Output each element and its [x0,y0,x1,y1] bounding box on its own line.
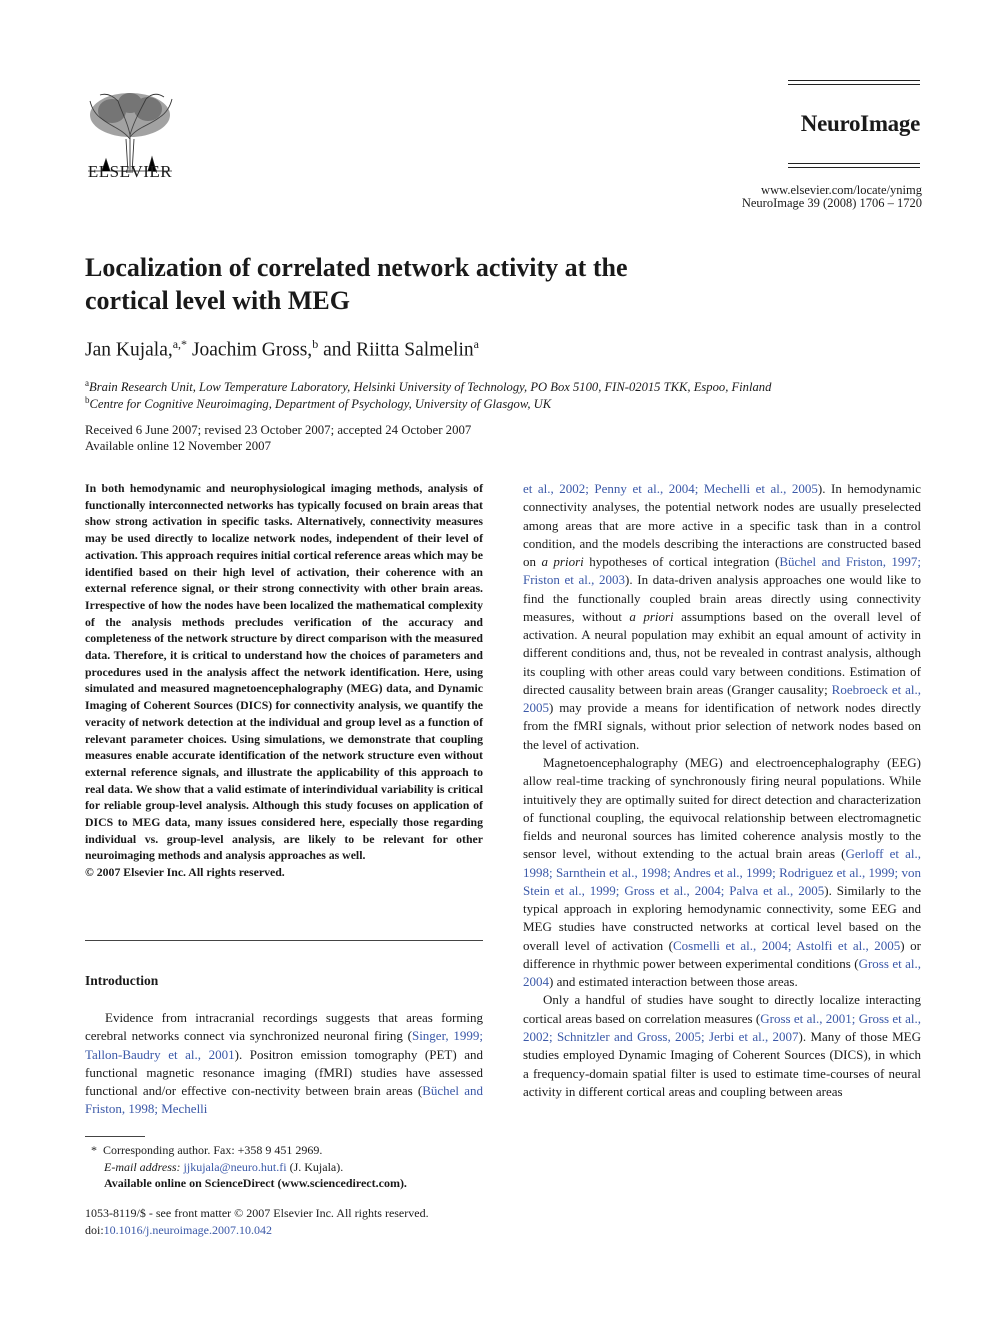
text-run: hypotheses of cortical integration ( [583,554,780,570]
affiliation-text: Brain Research Unit, Low Temperature Laboratory, Helsinki University of Technology, PO Box 5100, FIN-02015 TKK, Espoo, Finland [89,380,772,395]
abstract-divider [85,940,483,941]
author-sup: a [473,337,479,351]
citation-link[interactable]: et al., 2002; Penny et al., 2004; Mechelli et al., 2005 [523,481,818,496]
citation-link[interactable]: Roebroeck et al., 2005 [523,681,921,716]
abstract [85,480,483,881]
citation-link[interactable]: Büchel and Friston, 1997; Friston et al., 2003 [523,554,922,588]
citation-link[interactable]: Singer, 1999; Tallon-Baudry et al., 2001 [85,1028,483,1062]
footnote-text: Corresponding author. Fax: +358 9 451 2969. [103,1143,323,1157]
body-paragraph-3 [523,991,921,1101]
available-online-date: Available online 12 November 2007 [85,439,271,453]
affiliation-text: Centre for Cognitive Neuroimaging, Department of Psychology, University of Glasgow, UK [89,397,552,412]
body-paragraph-1 [523,480,921,754]
title-line-1: Localization of correlated network activity at the [85,253,628,282]
text-run: assumptions based on the overall level of activation. A neural population may exhibit an equal amount of activity in different conditions and, thus, not be revealed in contrast analysis, although its coupling with other areas could vary between conditions. Estimation of directed causality between brain areas (Granger causality; [523,608,922,697]
text-run: ). Positron emission tomography (PET) and functional magnetic resonance imaging (fMRI) studies have assessed functional and/or effective con-nectivity between brain areas ( [85,1046,484,1099]
text-run: ). In hemodynamic connectivity analyses, the potential network nodes are usually preselected among areas that are more active in a specific task than in a control condition, and the models describing the interactions are constructed based on [523,481,921,570]
text-run: ). In data-driven analysis approaches one would like to find the functionally coupled brain areas directly using connectivity measures, without [523,572,922,624]
email-label: E-mail address: [104,1159,181,1174]
header-rule-bottom [788,163,920,164]
author-sup: b [312,337,319,351]
text-run: a priori [541,554,584,570]
text-run: Evidence from intracranial recordings suggests that areas forming cerebral networks connect via synchronized neuronal firing ( [85,1010,483,1044]
abstract-copyright: © 2007 Elsevier Inc. All rights reserved. [85,865,285,880]
citation-link[interactable]: Cosmelli et al., 2004; Astolfi et al., 2005 [672,937,901,953]
author-list [85,337,885,362]
author-sup: a,* [172,337,188,351]
footnotes [85,1142,483,1192]
affiliation-mark: a [85,378,89,388]
journal-citation: NeuroImage 39 (2008) 1706 – 1720 [741,196,922,210]
email-note [85,1159,483,1176]
citation-link[interactable]: Gerloff et al., 1998; Sarnthein et al., 1998; Andres et al., 1999; Rodriguez et al., 1999; von Stein et al., 1999; Gross et al., 2004; Palva et al., 2005 [523,846,921,898]
text-run: ). Similarly to the typical approach in exploring hemodynamic connectivity, some EEG and MEG studies have constructed networks at cortical level based on the overall level of activation ( [523,882,921,953]
text-run: Only a handful of studies have sought to directly localize interacting cortical areas based on correlation measures ( [523,992,921,1026]
text-run: ) may provide a means for identification of network nodes directly from the fMRI signals, without prior selection of network nodes based on the level of activation. [523,700,921,752]
text-run: a priori [629,608,674,624]
article-title [85,251,785,317]
author-name: Jan Kujala, [85,339,173,361]
text-run: ) and estimated interaction between those areas. [549,974,798,990]
journal-url[interactable]: www.elsevier.com/locate/ynimg [761,183,922,197]
journal-name: NeuroImage [800,111,920,136]
section-heading-introduction: Introduction [85,973,159,988]
sciencedirect-note: Available online on ScienceDirect (www.sciencedirect.com). [104,1176,407,1190]
author-name: and Riitta Salmelin [323,339,474,361]
author-name: Joachim Gross, [191,339,313,361]
email-link[interactable]: jjkujala@neuro.hut.fi [183,1159,287,1174]
text-run: ). Many of those MEG studies employed Dynamic Imaging of Coherent Sources (DICS), in which a frequency-domain spatial filter is used to estimate time-courses of neural activity in different cortical areas and coupling between areas [523,1028,921,1099]
text-run: Magnetoencephalography (MEG) and electroencephalography (EEG) allow real-time tracking of synchronously firing neural populations. While intuitively they are optimally suited for direct detection and characterization of functional coupling, the equivocal relationship between electromagnetic fields and neuronal sources has limited coherence analysis mostly to the sensor level, without extending to the actual brain areas ( [523,754,921,862]
citation-link[interactable]: Gross et al., 2001; Gross et al., 2002; Schnitzler and Gross, 2005; Jerbi et al., 2007 [523,1010,921,1044]
header-rule-top [788,80,920,81]
affiliation-b [85,395,945,412]
publisher-name: ELSEVIER [87,162,173,181]
front-matter [85,1205,483,1238]
received-dates: Received 6 June 2007; revised 23 October 2007; accepted 24 October 2007 [85,423,472,437]
affiliation-mark: b [85,395,90,405]
doi-link[interactable]: 10.1016/j.neuroimage.2007.10.042 [103,1222,272,1237]
footnote-star: * [91,1143,97,1157]
abstract-text: In both hemodynamic and neurophysiological imaging methods, analysis of functionally interconnected networks has typically focused on brain areas that show strong activation in specific tasks. Alternatively, connectivity measures may be used directly to localize network nodes, independent of their level of activation. This approach requires initial cortical reference areas which may be identified based on their high level of activation, their coherence with an external reference signal, or their strong connectivity with other brain areas. Irrespective of how the nodes have been localized the mathematical complexity of the analysis methods precludes verification of the accuracy and completeness of the network structure by direct comparison with the measured data. Therefore, it is critical to understand how the choices of parameters and procedures used in the analysis affect the network identification. Here, using simulated and measured magnetoencephalography (MEG) data, and Dynamic Imaging of Coherent Sources (DICS) for connectivity analysis, we quantify the veracity of network detection at the individual and group level as a function of relevant parameter choices. Using simulations, we demonstrate that coupling measures enable accurate identification of the network structure even without external reference signals, and illustrate the applicability of this approach to real data. We show that a valid estimate of interindividual variability is critical for reliable group-level analysis. Although this study focuses on application of DICS to MEG data, many issues considered here, especially those regarding individual vs. group-level analysis, are likely to be relevant for other neuroimaging methods and analysis approaches as well. [85,481,483,863]
text-run: ) or difference in rhythmic power between experimental conditions ( [523,937,921,971]
issn-line: 1053-8119/$ - see front matter © 2007 Elsevier Inc. All rights reserved. [85,1206,429,1220]
header-rule-bottom-2 [788,167,920,168]
email-suffix: (J. Kujala). [289,1159,344,1174]
body-paragraph-2 [523,754,921,991]
right-column [523,480,921,1101]
doi-label: doi: [85,1222,104,1237]
doi-line [85,1222,483,1239]
intro-paragraph [85,1009,483,1119]
header-rule-top-2 [788,84,920,85]
affiliation-a [85,378,945,395]
citation-link[interactable]: Büchel and Friston, 1998; Mechelli [85,1083,483,1117]
footnote-divider [85,1136,145,1137]
corresponding-author-note [85,1142,483,1159]
title-line-2: cortical level with MEG [85,286,350,315]
citation-link[interactable]: Gross et al., 2004 [523,955,921,990]
